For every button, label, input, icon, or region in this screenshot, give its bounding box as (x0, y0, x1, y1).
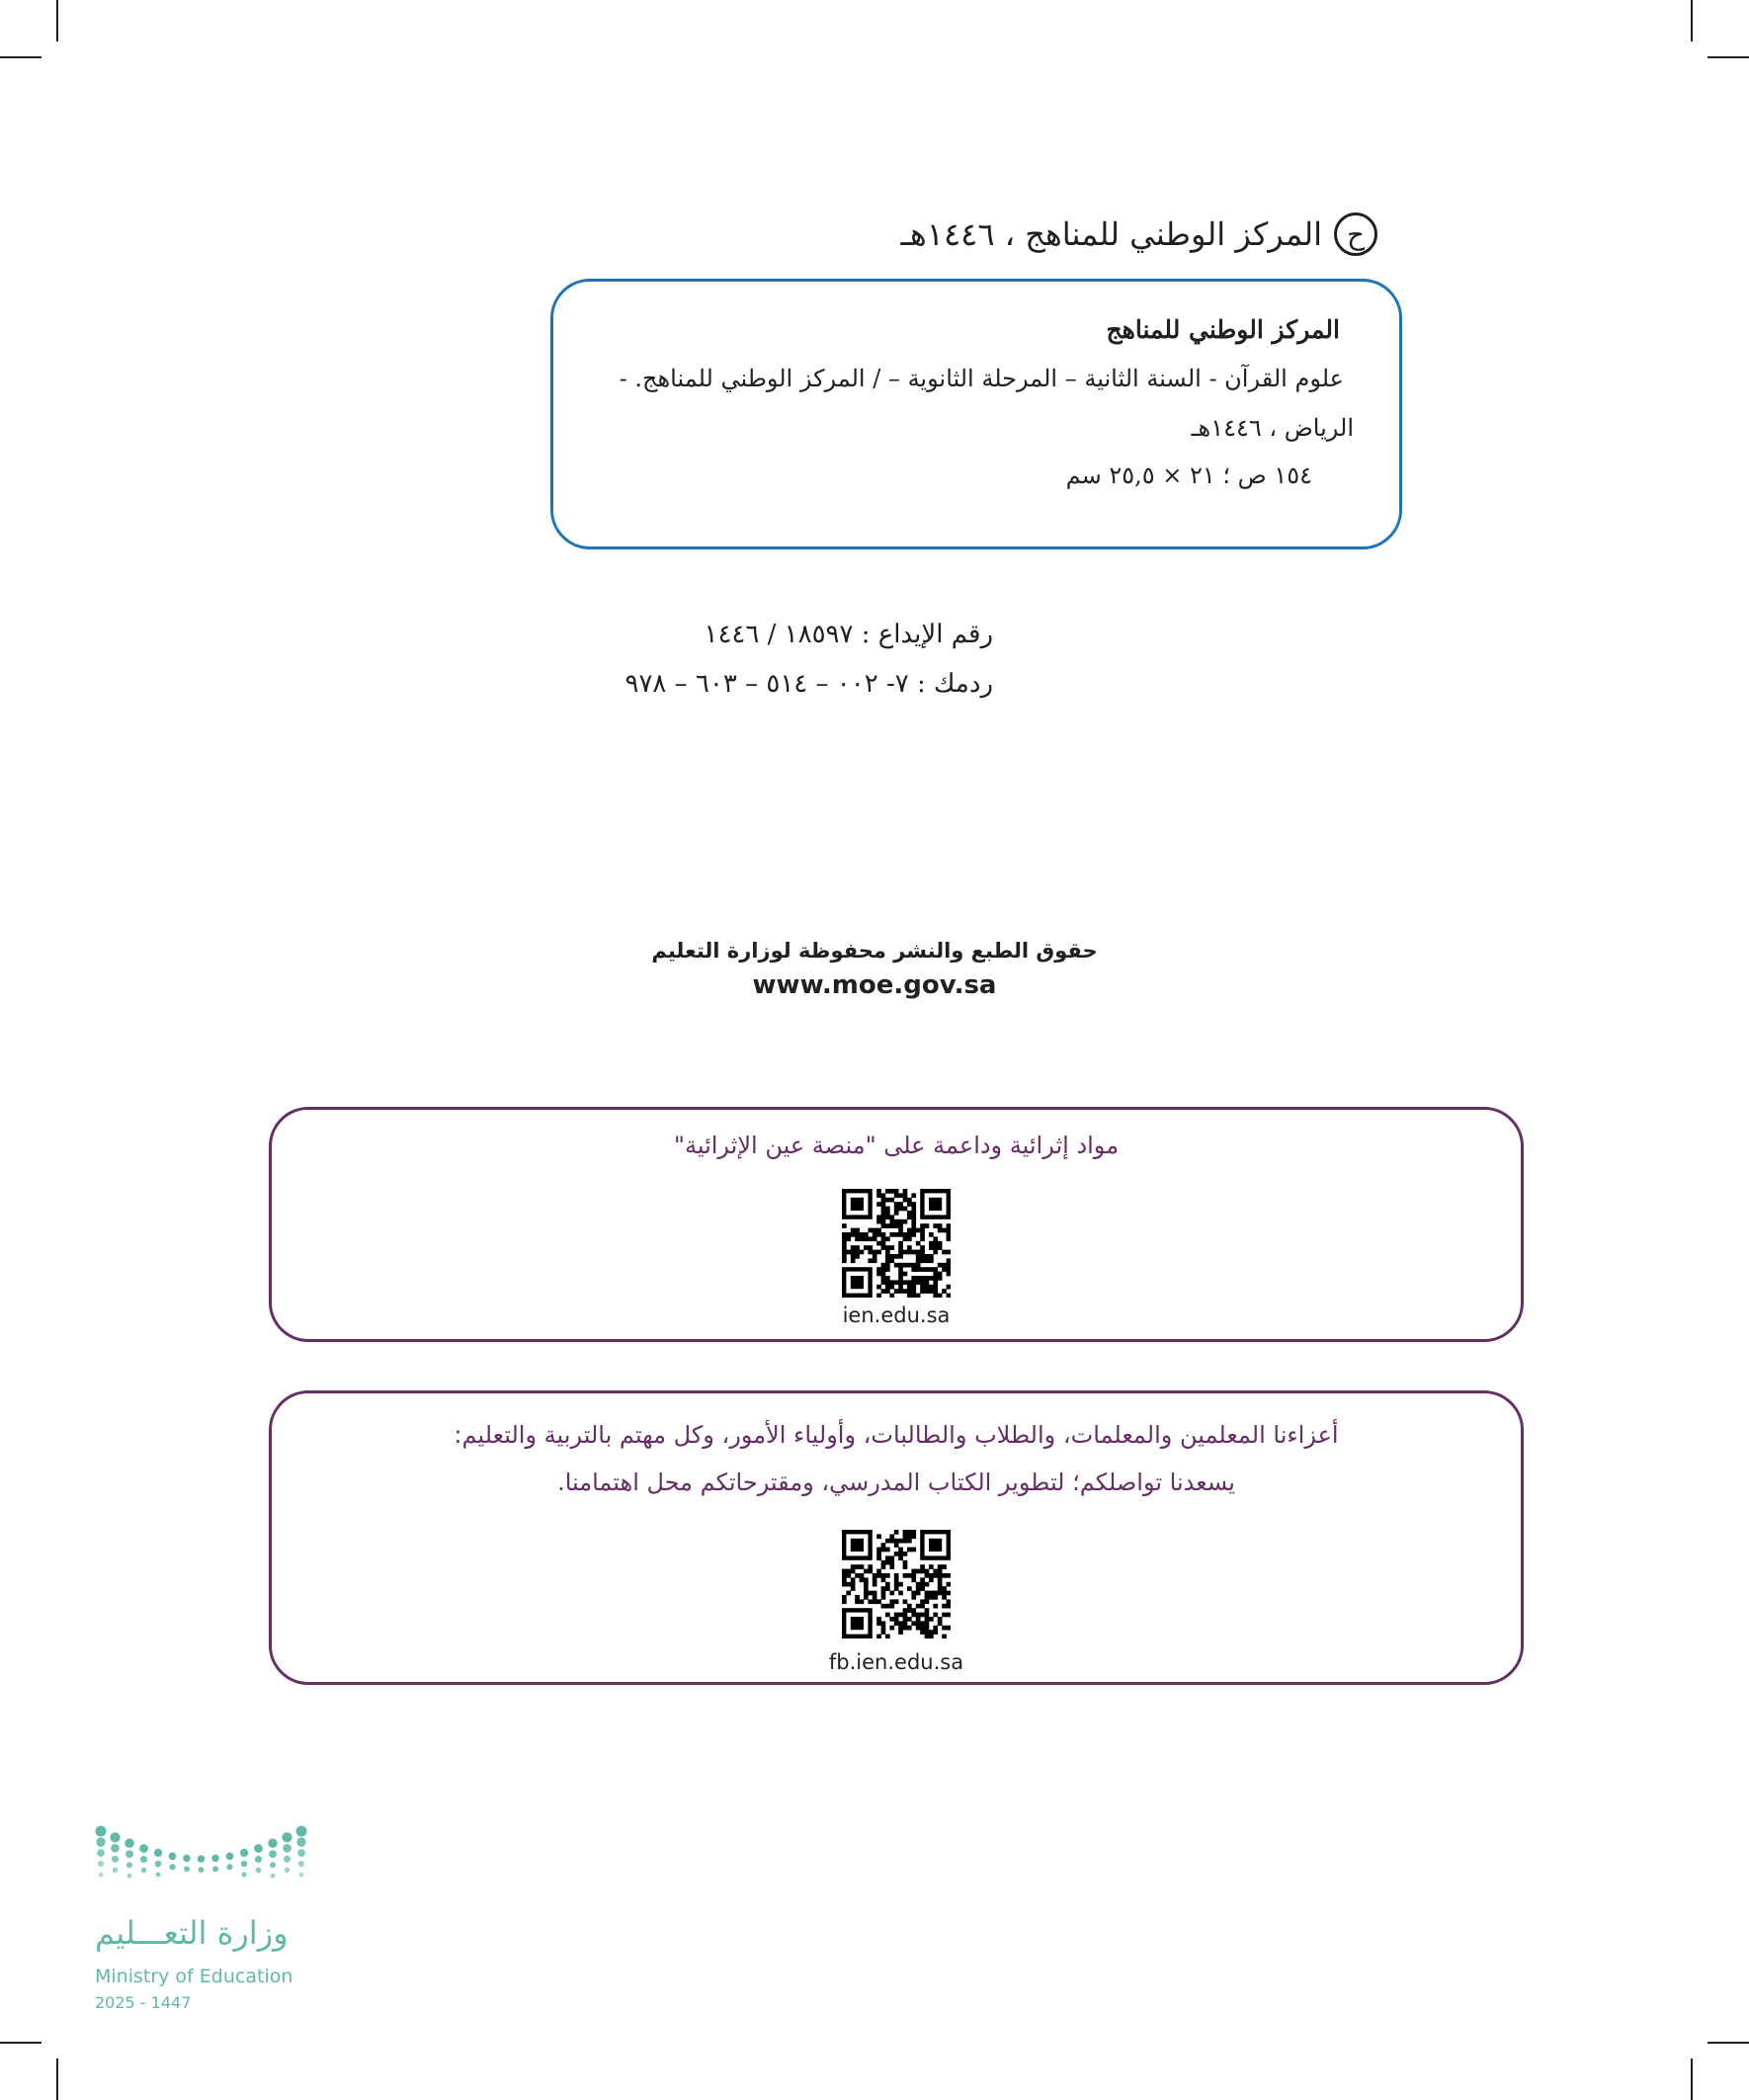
crop-mark (1707, 56, 1749, 58)
ien-platform-text: مواد إثرائية وداعمة على "منصة عين الإثرائية" (673, 1132, 1120, 1159)
ministry-logo-arabic: وزارة التعـــليم (95, 1914, 289, 1952)
crop-mark (1707, 2042, 1749, 2044)
website-link[interactable]: www.moe.gov.sa (752, 970, 997, 1000)
catalog-line: ١٥٤ ص ؛ ٢١ × ٢٥,٥ سم (1065, 462, 1312, 489)
catalog-line: علوم القرآن - السنة الثانية – المرحلة الثانوية – / المركز الوطني للمناهج. - (619, 365, 1344, 392)
ministry-logo (95, 1823, 312, 2012)
feedback-text-line: أعزاءنا المعلمين والمعلمات، والطلاب والطالبات، وأولياء الأمور، وكل مهتم بالتربية والتعليم: (454, 1421, 1339, 1449)
crop-mark (56, 0, 58, 42)
ministry-logo-english: Ministry of Education (95, 1966, 293, 1987)
copyright-symbol-icon: ح (1334, 212, 1377, 256)
copyright-text: المركز الوطني للمناهج ، ١٤٤٦هـ (900, 215, 1322, 253)
catalog-line: الرياض ، ١٤٤٦هـ (1191, 414, 1354, 442)
feedback-qr-caption: fb.ien.edu.sa (828, 1650, 964, 1674)
feedback-text-line: يسعدنا تواصلكم؛ لتطوير الكتاب المدرسي، ومقترحاتكم محل اهتمامنا. (557, 1469, 1235, 1496)
ministry-logo-dots-icon (95, 1823, 312, 1902)
crop-mark (0, 56, 42, 58)
ien-qr-caption: ien.edu.sa (842, 1303, 951, 1327)
rights-text: حقوق الطبع والنشر محفوظة لوزارة التعليم (651, 939, 1098, 963)
ien-platform-box (269, 1107, 1524, 1342)
catalog-box (550, 279, 1402, 549)
crop-mark (0, 2042, 42, 2044)
ien-qr-code-icon[interactable] (842, 1189, 951, 1298)
crop-mark (1691, 0, 1693, 42)
crop-mark (1691, 2058, 1693, 2100)
feedback-qr-code-icon[interactable] (842, 1530, 951, 1638)
catalog-title: المركز الوطني للمناهج (1106, 315, 1340, 344)
ministry-logo-year: 2025 - 1447 (95, 1993, 192, 2012)
feedback-box (269, 1390, 1524, 1685)
isbn-number: ردمك : ٧- ٠٠٢ – ٥١٤ – ٦٠٣ – ٩٧٨ (625, 669, 993, 699)
deposit-number: رقم الإيداع : ١٨٥٩٧ / ١٤٤٦ (704, 620, 993, 649)
copyright-line (901, 212, 1377, 256)
crop-mark (56, 2058, 58, 2100)
